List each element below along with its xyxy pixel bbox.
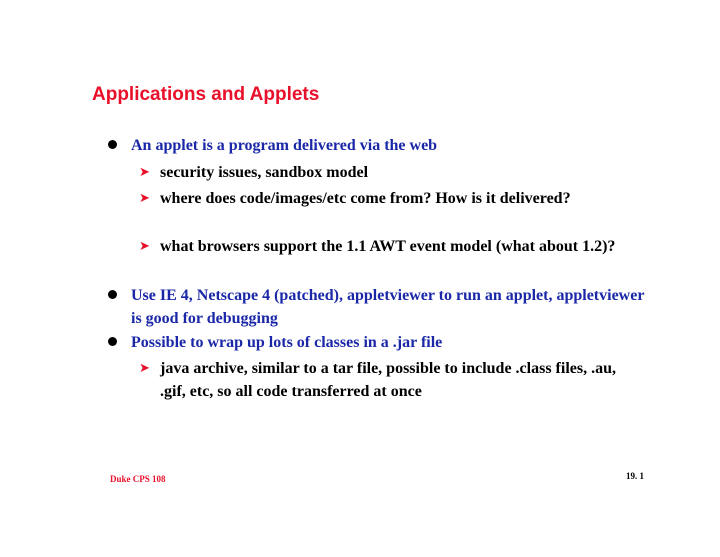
bullet-dot-icon xyxy=(108,290,117,299)
bullet-text: Possible to wrap up lots of classes in a .jar file xyxy=(131,334,443,351)
sub-bullet-text: what browsers support the 1.1 AWT event model (what about 1.2)? xyxy=(160,238,616,255)
sub-bullet-text: java archive, similar to a tar file, possible to include .class files, .au, .gif, etc, so all code transferred at once xyxy=(160,360,616,400)
slide-title: Applications and Applets xyxy=(92,84,320,105)
bullet-text: Use IE 4, Netscape 4 (patched), appletviewer to run an applet, appletviewer is good for debugging xyxy=(131,287,645,327)
arrow-bullet-icon: ➤ xyxy=(139,239,150,254)
sub-bullet-text: security issues, sandbox model xyxy=(160,164,369,181)
sub-bullet-text: where does code/images/etc come from? How is it delivered? xyxy=(160,190,571,207)
arrow-bullet-icon: ➤ xyxy=(139,361,150,376)
bullet-text: An applet is a program delivered via the web xyxy=(131,137,438,154)
bullet-dot-icon xyxy=(108,337,117,346)
bullet-dot-icon xyxy=(108,140,117,149)
arrow-bullet-icon: ➤ xyxy=(139,191,150,206)
footer-course-label: Duke CPS 108 xyxy=(110,474,166,484)
footer-page-number: 19. 1 xyxy=(626,471,644,481)
arrow-bullet-icon: ➤ xyxy=(139,165,150,180)
